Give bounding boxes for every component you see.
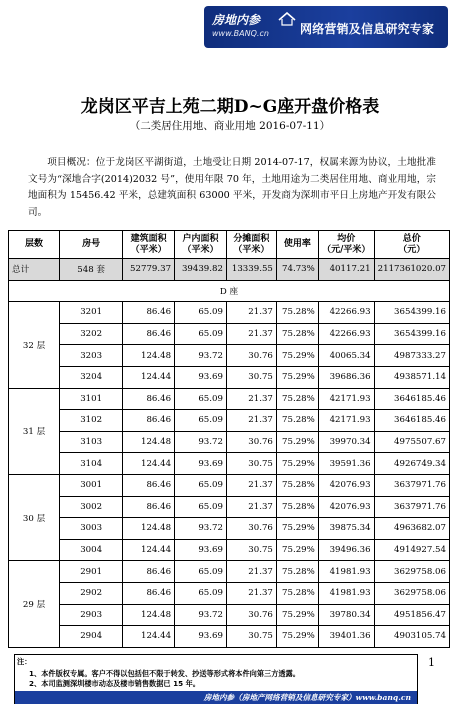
build-area-cell: 124.48 bbox=[123, 604, 175, 626]
inner-area-cell: 65.09 bbox=[175, 323, 227, 345]
room-number-cell: 3102 bbox=[60, 410, 123, 432]
usage-rate-cell: 75.28% bbox=[276, 582, 318, 604]
total-price-cell: 3654399.16 bbox=[374, 323, 449, 345]
shared-area-cell: 21.37 bbox=[226, 302, 276, 324]
header-total-price: 总价 （元） bbox=[374, 231, 449, 259]
notes-line-2: 2、本司监测深圳楼市动态及楼市销售数据已 15 年。 bbox=[29, 679, 200, 688]
total-price-cell: 4963682.07 bbox=[374, 518, 449, 540]
inner-area-cell: 93.69 bbox=[175, 453, 227, 475]
price-table bbox=[8, 230, 450, 648]
summary-row bbox=[9, 259, 450, 281]
usage-rate-cell: 75.28% bbox=[276, 561, 318, 583]
table-row bbox=[9, 323, 450, 345]
header-shared-area: 分摊面积 （平米） bbox=[226, 231, 276, 259]
total-price-cell: 3646185.46 bbox=[374, 410, 449, 432]
inner-area-cell: 65.09 bbox=[175, 496, 227, 518]
summary-count: 548 套 bbox=[60, 259, 123, 281]
avg-price-cell: 39780.34 bbox=[318, 604, 374, 626]
usage-rate-cell: 75.29% bbox=[276, 626, 318, 648]
usage-rate-cell: 75.29% bbox=[276, 453, 318, 475]
table-row bbox=[9, 539, 450, 561]
total-price-cell: 3629758.06 bbox=[374, 582, 449, 604]
shared-area-cell: 21.37 bbox=[226, 410, 276, 432]
avg-price-cell: 39591.36 bbox=[318, 453, 374, 475]
shared-area-cell: 21.37 bbox=[226, 496, 276, 518]
build-area-cell: 86.46 bbox=[123, 302, 175, 324]
room-number-cell: 3002 bbox=[60, 496, 123, 518]
total-price-cell: 3629758.06 bbox=[374, 561, 449, 583]
usage-rate-cell: 75.28% bbox=[276, 474, 318, 496]
avg-price-cell: 42171.93 bbox=[318, 410, 374, 432]
shared-area-cell: 30.75 bbox=[226, 366, 276, 388]
floor-label: 31 层 bbox=[9, 388, 60, 474]
shared-area-cell: 30.76 bbox=[226, 518, 276, 540]
room-number-cell: 3203 bbox=[60, 345, 123, 367]
table-row bbox=[9, 410, 450, 432]
avg-price-cell: 42266.93 bbox=[318, 323, 374, 345]
summary-avg-price: 40117.21 bbox=[318, 259, 374, 281]
avg-price-cell: 42076.93 bbox=[318, 496, 374, 518]
table-row bbox=[9, 582, 450, 604]
summary-label: 总计 bbox=[9, 259, 60, 281]
shared-area-cell: 30.76 bbox=[226, 604, 276, 626]
summary-inner-area: 39439.82 bbox=[175, 259, 227, 281]
floor-label: 32 层 bbox=[9, 302, 60, 388]
usage-rate-cell: 75.29% bbox=[276, 345, 318, 367]
inner-area-cell: 65.09 bbox=[175, 302, 227, 324]
table-row bbox=[9, 561, 450, 583]
shared-area-cell: 30.76 bbox=[226, 345, 276, 367]
section-row bbox=[9, 280, 450, 302]
build-area-cell: 124.48 bbox=[123, 345, 175, 367]
header-avg-price: 均价 （元/平米） bbox=[318, 231, 374, 259]
brand-url: www.BANQ.cn bbox=[212, 29, 269, 38]
build-area-cell: 124.44 bbox=[123, 626, 175, 648]
notes-heading: 注： bbox=[17, 657, 32, 666]
inner-area-cell: 93.72 bbox=[175, 518, 227, 540]
total-price-cell: 3637971.76 bbox=[374, 474, 449, 496]
room-number-cell: 2903 bbox=[60, 604, 123, 626]
header-banner bbox=[204, 6, 448, 48]
inner-area-cell: 65.09 bbox=[175, 474, 227, 496]
document-subtitle: （二类居住用地、商业用地 2016-07-11） bbox=[129, 120, 331, 132]
shared-area-cell: 30.76 bbox=[226, 431, 276, 453]
table-row bbox=[9, 496, 450, 518]
room-number-cell: 3004 bbox=[60, 539, 123, 561]
avg-price-cell: 42266.93 bbox=[318, 302, 374, 324]
table-row bbox=[9, 366, 450, 388]
table-row bbox=[9, 626, 450, 648]
room-number-cell: 3202 bbox=[60, 323, 123, 345]
avg-price-cell: 39970.34 bbox=[318, 431, 374, 453]
room-number-cell: 3003 bbox=[60, 518, 123, 540]
summary-shared-area: 13339.55 bbox=[226, 259, 276, 281]
project-overview: 项目概况：位于龙岗区平湖街道，土地受让日期 2014-07-17，权属来源为协议，土地批准文号为“深地合字(2014)2032 号”，使用年限 70 年，土地用途为二类居住用地、商业用地，宗地面积为 15456.42 平米，总建筑面积 63000 平米，开发商为深圳市平日上房地产开发有限公司。 bbox=[28, 157, 436, 218]
avg-price-cell: 40065.34 bbox=[318, 345, 374, 367]
room-number-cell: 2901 bbox=[60, 561, 123, 583]
build-area-cell: 124.44 bbox=[123, 539, 175, 561]
build-area-cell: 86.46 bbox=[123, 474, 175, 496]
table-row bbox=[9, 302, 450, 324]
avg-price-cell: 42076.93 bbox=[318, 474, 374, 496]
avg-price-cell: 39686.36 bbox=[318, 366, 374, 388]
room-number-cell: 3204 bbox=[60, 366, 123, 388]
room-number-cell: 3001 bbox=[60, 474, 123, 496]
footer-bar bbox=[15, 691, 417, 704]
avg-price-cell: 39875.34 bbox=[318, 518, 374, 540]
room-number-cell: 2904 bbox=[60, 626, 123, 648]
table-row bbox=[9, 604, 450, 626]
build-area-cell: 86.46 bbox=[123, 388, 175, 410]
shared-area-cell: 30.75 bbox=[226, 453, 276, 475]
table-header-row bbox=[9, 231, 450, 259]
notes-line-1: 1、本件版权专属。客户不得以包括但不限于转发、抄送等形式将本件向第三方透露。 bbox=[29, 669, 300, 678]
header-floor: 层数 bbox=[9, 231, 60, 259]
build-area-cell: 86.46 bbox=[123, 561, 175, 583]
table-row bbox=[9, 518, 450, 540]
build-area-cell: 86.46 bbox=[123, 582, 175, 604]
section-label: D 座 bbox=[9, 280, 450, 302]
brand-slogan: 网络营销及信息研究专家 bbox=[300, 22, 435, 36]
inner-area-cell: 65.09 bbox=[175, 561, 227, 583]
total-price-cell: 4914927.54 bbox=[374, 539, 449, 561]
build-area-cell: 124.48 bbox=[123, 518, 175, 540]
room-number-cell: 2902 bbox=[60, 582, 123, 604]
inner-area-cell: 65.09 bbox=[175, 388, 227, 410]
total-price-cell: 4903105.74 bbox=[374, 626, 449, 648]
usage-rate-cell: 75.29% bbox=[276, 604, 318, 626]
shared-area-cell: 30.75 bbox=[226, 626, 276, 648]
build-area-cell: 86.46 bbox=[123, 496, 175, 518]
table-row bbox=[9, 474, 450, 496]
inner-area-cell: 93.72 bbox=[175, 604, 227, 626]
page-number: 1 bbox=[428, 656, 435, 669]
header-usage: 使用率 bbox=[276, 231, 318, 259]
floor-label: 29 层 bbox=[9, 561, 60, 647]
usage-rate-cell: 75.28% bbox=[276, 323, 318, 345]
inner-area-cell: 65.09 bbox=[175, 582, 227, 604]
shared-area-cell: 21.37 bbox=[226, 474, 276, 496]
room-number-cell: 3201 bbox=[60, 302, 123, 324]
inner-area-cell: 93.72 bbox=[175, 345, 227, 367]
build-area-cell: 86.46 bbox=[123, 323, 175, 345]
summary-build-area: 52779.37 bbox=[123, 259, 175, 281]
build-area-cell: 124.44 bbox=[123, 453, 175, 475]
total-price-cell: 4951856.47 bbox=[374, 604, 449, 626]
inner-area-cell: 93.69 bbox=[175, 366, 227, 388]
table-row bbox=[9, 388, 450, 410]
room-number-cell: 3104 bbox=[60, 453, 123, 475]
build-area-cell: 124.44 bbox=[123, 366, 175, 388]
avg-price-cell: 42171.93 bbox=[318, 388, 374, 410]
usage-rate-cell: 75.29% bbox=[276, 539, 318, 561]
usage-rate-cell: 75.29% bbox=[276, 366, 318, 388]
total-price-cell: 4926749.34 bbox=[374, 453, 449, 475]
table-row bbox=[9, 345, 450, 367]
inner-area-cell: 93.72 bbox=[175, 431, 227, 453]
total-price-cell: 4938571.14 bbox=[374, 366, 449, 388]
usage-rate-cell: 75.28% bbox=[276, 496, 318, 518]
footer-text: 房地内参（房地产网络营销及信息研究专家）www.banq.cn bbox=[203, 693, 411, 702]
header-build-area: 建筑面积 （平米） bbox=[123, 231, 175, 259]
usage-rate-cell: 75.29% bbox=[276, 518, 318, 540]
shared-area-cell: 21.37 bbox=[226, 388, 276, 410]
avg-price-cell: 39401.36 bbox=[318, 626, 374, 648]
usage-rate-cell: 75.28% bbox=[276, 302, 318, 324]
avg-price-cell: 39496.36 bbox=[318, 539, 374, 561]
notes-box bbox=[14, 654, 418, 704]
room-number-cell: 3101 bbox=[60, 388, 123, 410]
usage-rate-cell: 75.28% bbox=[276, 388, 318, 410]
total-price-cell: 3646185.46 bbox=[374, 388, 449, 410]
shared-area-cell: 30.75 bbox=[226, 539, 276, 561]
inner-area-cell: 93.69 bbox=[175, 626, 227, 648]
total-price-cell: 3654399.16 bbox=[374, 302, 449, 324]
shared-area-cell: 21.37 bbox=[226, 323, 276, 345]
build-area-cell: 124.48 bbox=[123, 431, 175, 453]
summary-total-price: 2117361020.07 bbox=[374, 259, 449, 281]
usage-rate-cell: 75.29% bbox=[276, 431, 318, 453]
shared-area-cell: 21.37 bbox=[226, 582, 276, 604]
avg-price-cell: 41981.93 bbox=[318, 582, 374, 604]
usage-rate-cell: 75.28% bbox=[276, 410, 318, 432]
total-price-cell: 3637971.76 bbox=[374, 496, 449, 518]
shared-area-cell: 21.37 bbox=[226, 561, 276, 583]
house-logo-icon bbox=[278, 12, 296, 26]
room-number-cell: 3103 bbox=[60, 431, 123, 453]
table-row bbox=[9, 453, 450, 475]
build-area-cell: 86.46 bbox=[123, 410, 175, 432]
summary-usage: 74.73% bbox=[276, 259, 318, 281]
inner-area-cell: 93.69 bbox=[175, 539, 227, 561]
brand-name: 房地内参 bbox=[212, 13, 261, 27]
total-price-cell: 4975507.67 bbox=[374, 431, 449, 453]
inner-area-cell: 65.09 bbox=[175, 410, 227, 432]
document-title: 龙岗区平吉上苑二期D~G座开盘价格表 bbox=[80, 97, 380, 117]
avg-price-cell: 41981.93 bbox=[318, 561, 374, 583]
header-room: 房号 bbox=[60, 231, 123, 259]
table-row bbox=[9, 431, 450, 453]
total-price-cell: 4987333.27 bbox=[374, 345, 449, 367]
header-inner-area: 户内面积 （平米） bbox=[175, 231, 227, 259]
floor-label: 30 层 bbox=[9, 474, 60, 560]
